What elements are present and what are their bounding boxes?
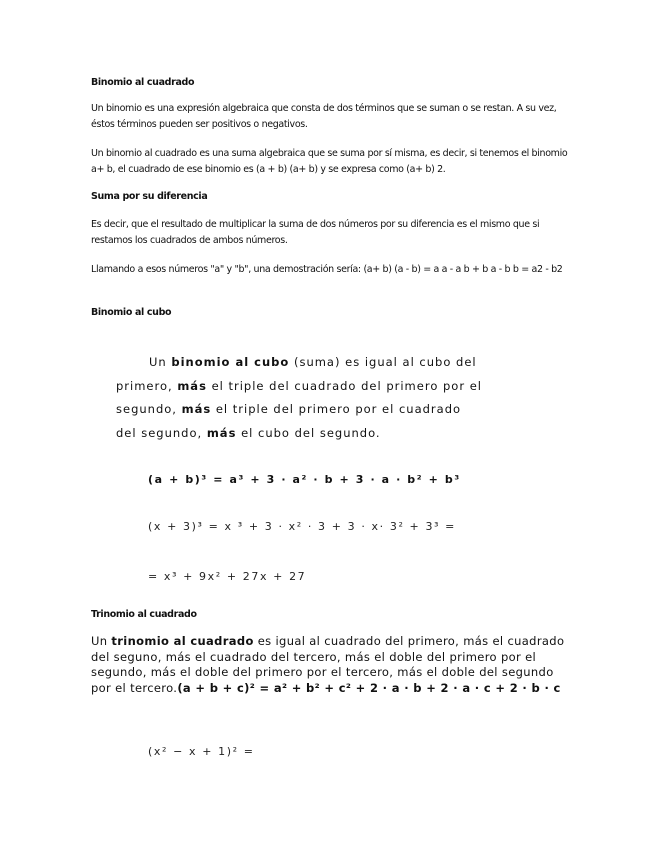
def-term: binomio al cubo (171, 355, 290, 369)
paragraph-binomio-definicion: Un binomio es una expresión algebraica que consta de dos términos que se suman o se restan. A su vez, éstos términos pueden ser positivos o negativos. (91, 103, 557, 130)
def-text: Un (149, 355, 172, 369)
def-text: el triple del cuadrado del primero por el segundo, (116, 378, 482, 416)
def-text: Un (91, 634, 112, 648)
def-emphasis: más (206, 425, 237, 440)
paragraph-suma-diferencia: Es decir, que el resultado de multiplicar la suma de dos números por su diferencia es el mismo que si restamos los cuadrados de ambos números. (91, 219, 540, 246)
trinomio-definicion (91, 634, 569, 696)
heading-binomio-cuadrado: Binomio al cuadrado (91, 77, 195, 88)
formula-binomio-cubo: (a + b)³ = a³ + 3 · a² · b + 3 · a · b² + b³ (148, 473, 461, 486)
def-text: es igual al cuadrado del primero, más el cuadrado del seguno, más el cuadrado del tercero, más el doble del primero por el segundo, más el doble del primero por el tercero, más el doble del segundo por el tercero. (91, 634, 565, 695)
paragraph-demostracion: Llamando a esos números "a" y "b", una demostración sería: (a+ b) (a - b) = a a - a b + b a - b b = a2 - b2 (91, 264, 563, 275)
def-text: (suma) es igual al cubo del primero, (116, 355, 477, 393)
def-emphasis: más (177, 378, 207, 393)
heading-trinomio-cuadrado: Trinomio al cuadrado (91, 609, 197, 620)
def-term: trinomio al cuadrado (111, 634, 254, 648)
heading-suma-diferencia: Suma por su diferencia (91, 191, 208, 202)
heading-binomio-cubo: Binomio al cubo (91, 307, 172, 318)
def-emphasis: más (181, 402, 212, 416)
binomio-cubo-definicion (116, 351, 486, 445)
formula-trinomio: (a + b + c)² = a² + b² + c² + 2 · a · b + 2 · a · c + 2 · b · c (177, 680, 561, 695)
paragraph-binomio-cuadrado: Un binomio al cuadrado es una suma algebraica que se suma por sí misma, es decir, si tenemos el binomio a+ b, el cuadrado de ese binomio es (a + b) (a+ b) y se expresa como (a+ b) 2. (91, 148, 568, 175)
ejemplo-linea-1: (x + 3)³ = x ³ + 3 · x² · 3 + 3 · x· 3² + 3³ = (148, 520, 456, 533)
ejemplo-trinomio: (x² − x + 1)² = (148, 745, 255, 758)
def-text: el cubo del segundo. (236, 425, 381, 440)
ejemplo-linea-2: = x³ + 9x² + 27x + 27 (148, 570, 307, 583)
def-text: el triple del primero por el cuadrado del segundo, (116, 402, 462, 440)
